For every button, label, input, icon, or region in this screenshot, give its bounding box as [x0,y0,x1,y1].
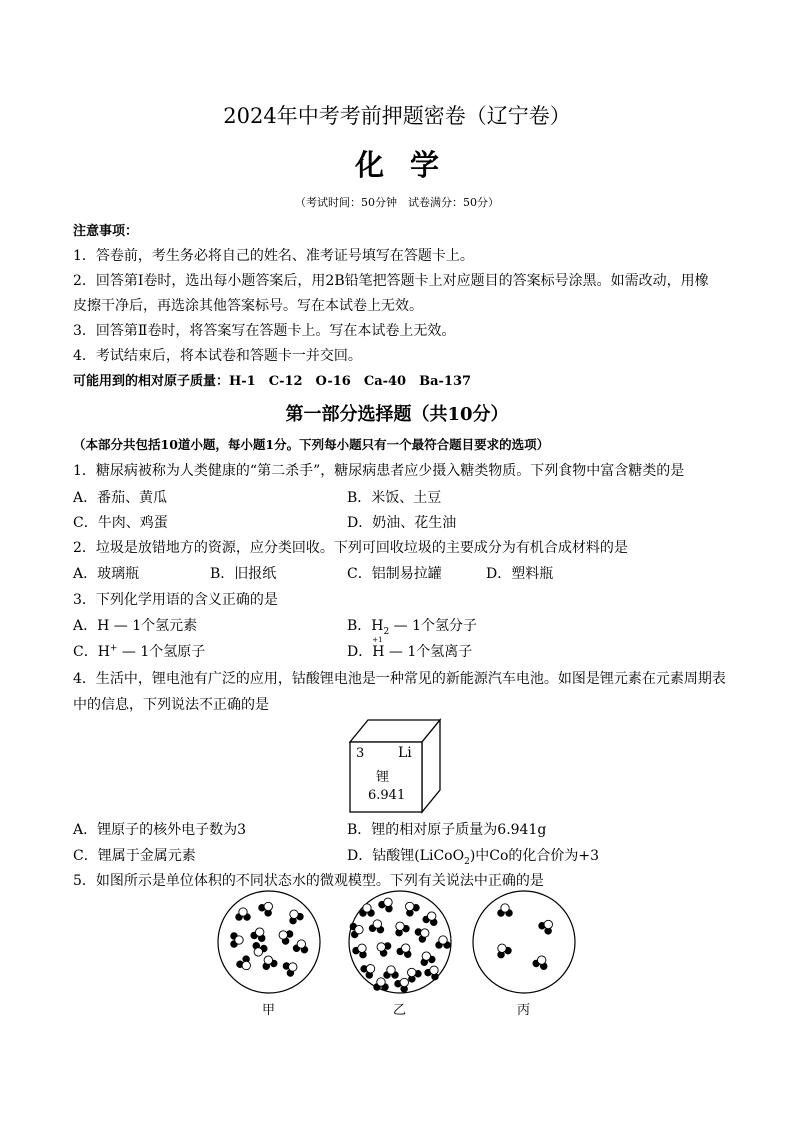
note-item-4: 4．考试结束后，将本试卷和答题卡一并交回。 [73,348,362,364]
q4-option-a: A．锂原子的核外电子数为3 [73,822,247,838]
q4-option-d: D．钴酸锂(LiCoO$_2$)中Co的化合价为+3 [347,848,600,867]
q2-stem: 2．垃圾是放错地方的资源，应分类回收。下列可回收垃圾的主要成分为有机合成材料的是 [73,540,628,556]
q3-option-b: B．$H_2$ — 1个氢分子 [347,618,478,637]
section-instruction: （本部分共包括10道小题，每小题1分。下列每小题只有一个最符合题目要求的选项） [73,437,550,452]
q1-option-c: C．牛肉、鸡蛋 [73,515,168,531]
q1-option-d: D．奶油、花生油 [347,515,457,531]
label-jia: 甲 [262,1003,276,1018]
note-item-2: 2．回答第Ⅰ卷时，选出每小题答案后，用2B铅笔把答题卡上对应题目的答案标号涂黑。如需改动，用橡 [73,273,709,289]
label-yi: 乙 [393,1003,407,1018]
q1-option-a: A．番茄、黄瓜 [73,490,168,506]
lithium-element-cell [348,718,442,814]
element-name: 锂 [376,770,390,785]
q2-option-b: B．旧报纸 [210,566,277,582]
subject-title: 化学 [354,148,465,182]
label-bing: 丙 [517,1003,531,1018]
q3-option-c: C．H+ — 1个氢原子 [73,643,206,660]
q3-stem: 3．下列化学用语的含义正确的是 [73,592,278,608]
q5-stem: 5．如图所示是单位体积的不同状态水的微观模型。下列有关说法中正确的是 [73,873,544,889]
notes-heading: 注意事项： [73,224,139,239]
atomic-mass: 6.941 [368,788,406,803]
q4-option-c: C．锂属于金属元素 [73,848,196,864]
atomic-number: 3 [356,746,365,761]
water-molecule-diagram [215,888,585,998]
exam-info: （考试时间：50分钟 试卷满分：50分） [295,196,499,209]
q4-stem-line2: 中的信息，下列说法不正确的是 [73,697,269,713]
page-title: 2024年中考考前押题密卷（辽宁卷） [223,104,571,128]
q2-option-d: D．塑料瓶 [486,566,554,582]
q2-option-c: C．铝制易拉罐 [347,566,442,582]
note-item-2-cont: 皮擦干净后，再选涂其他答案标号。写在本试卷上无效。 [73,298,423,314]
section-title: 第一部分选择题（共10分） [285,404,509,425]
atomic-mass-line: 可能用到的相对原子质量：H-1 C-12 O-16 Ca-40 Ba-137 [73,374,472,389]
q3-option-d: D． +1 H — 1个氢离子 [347,636,473,660]
q4-option-b: B．锂的相对原子质量为6.941g [347,822,547,838]
water-state-models [215,888,585,1018]
element-symbol: Li [398,745,412,761]
note-item-3: 3．回答第Ⅱ卷时，将答案写在答题卡上。写在本试卷上无效。 [73,323,456,339]
q3-option-a: A．H — 1个氢元素 [73,618,198,634]
note-item-1: 1．答卷前，考生务必将自己的姓名、准考证号填写在答题卡上。 [73,248,474,264]
q1-stem: 1．糖尿病被称为人类健康的“第二杀手”，糖尿病患者应少摄入糖类物质。下列食物中富含糖类的是 [73,463,685,479]
q4-stem-line1: 4．生活中，锂电池有广泛的应用，钴酸锂电池是一种常见的新能源汽车电池。如图是锂元素在元素周期表 [73,671,726,687]
circle-bing [473,891,575,993]
q1-option-b: B．米饭、土豆 [347,490,442,506]
q2-option-a: A．玻璃瓶 [73,566,140,582]
